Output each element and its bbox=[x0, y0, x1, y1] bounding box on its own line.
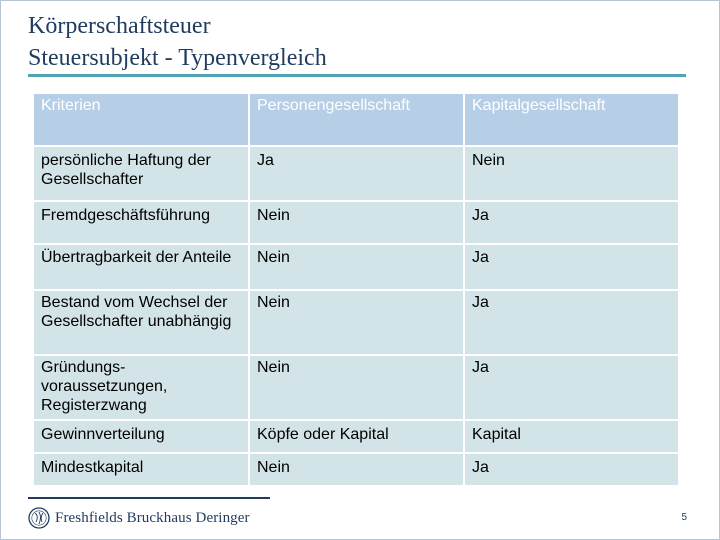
table-row bbox=[33, 201, 679, 244]
kapitalgesellschaft-cell: Ja bbox=[464, 244, 679, 290]
criterion-cell: Mindestkapital bbox=[33, 453, 249, 486]
table-row bbox=[33, 146, 679, 201]
criterion-cell: Bestand vom Wechsel der Gesellschafter unabhängig bbox=[33, 290, 249, 355]
column-header-criteria: Kriterien bbox=[33, 93, 249, 146]
criterion-cell: Übertragbarkeit der Anteile bbox=[33, 244, 249, 290]
kapitalgesellschaft-cell: Ja bbox=[464, 355, 679, 420]
title-divider bbox=[28, 74, 686, 77]
personengesellschaft-cell: Nein bbox=[249, 244, 464, 290]
criterion-cell: Gründungs-voraussetzungen, Registerzwang bbox=[33, 355, 249, 420]
table-row bbox=[33, 355, 679, 420]
personengesellschaft-cell: Nein bbox=[249, 355, 464, 420]
personengesellschaft-cell: Nein bbox=[249, 453, 464, 486]
slide-title-line-2: Steuersubjekt - Typenvergleich bbox=[28, 45, 327, 71]
kapitalgesellschaft-cell: Nein bbox=[464, 146, 679, 201]
company-logo-text: Freshfields Bruckhaus Deringer bbox=[55, 509, 250, 526]
personengesellschaft-cell: Köpfe oder Kapital bbox=[249, 420, 464, 453]
slide-title bbox=[28, 10, 327, 74]
table-row bbox=[33, 290, 679, 355]
kapitalgesellschaft-cell: Ja bbox=[464, 201, 679, 244]
column-header-kapitalgesellschaft: Kapitalgesellschaft bbox=[464, 93, 679, 146]
column-header-personengesellschaft: Personengesellschaft bbox=[249, 93, 464, 146]
criterion-cell: Fremdgeschäftsführung bbox=[33, 201, 249, 244]
table-header-row bbox=[33, 93, 679, 146]
footer-divider bbox=[28, 497, 270, 499]
slide-title-line-1: Körperschaftsteuer bbox=[28, 13, 211, 39]
kapitalgesellschaft-cell: Ja bbox=[464, 290, 679, 355]
kapitalgesellschaft-cell: Ja bbox=[464, 453, 679, 486]
personengesellschaft-cell: Ja bbox=[249, 146, 464, 201]
kapitalgesellschaft-cell: Kapital bbox=[464, 420, 679, 453]
table-row bbox=[33, 420, 679, 453]
personengesellschaft-cell: Nein bbox=[249, 290, 464, 355]
personengesellschaft-cell: Nein bbox=[249, 201, 464, 244]
criterion-cell: Gewinnverteilung bbox=[33, 420, 249, 453]
table-row bbox=[33, 453, 679, 486]
page-number: 5 bbox=[681, 512, 687, 523]
freshfields-seal-icon bbox=[28, 507, 50, 529]
table-row bbox=[33, 244, 679, 290]
criterion-cell: persönliche Haftung der Gesellschafter bbox=[33, 146, 249, 201]
company-logo bbox=[28, 507, 250, 529]
comparison-table bbox=[32, 92, 680, 487]
